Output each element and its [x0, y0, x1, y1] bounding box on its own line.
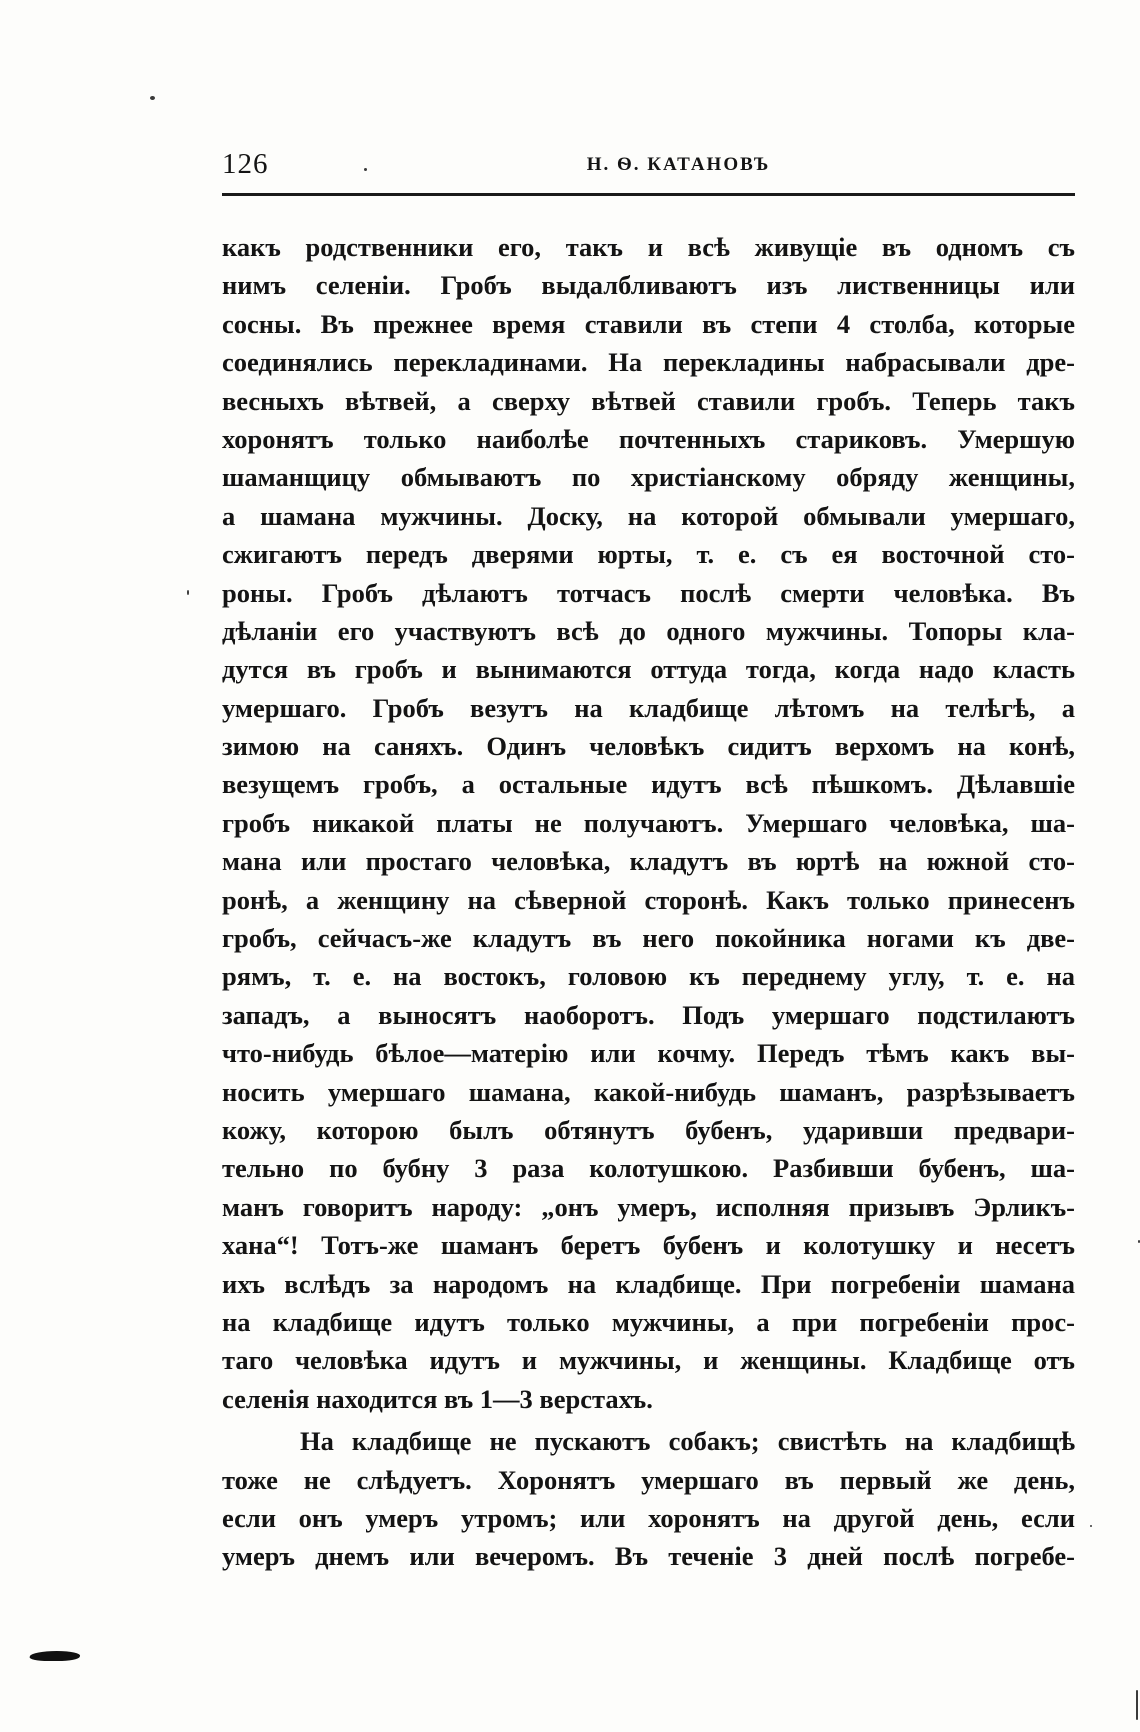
scan-speck — [364, 168, 367, 171]
text-line: зимою на саняхъ. Одинъ человѣкъ сидитъ верхомъ на конѣ, — [222, 731, 1075, 762]
text-line: умеръ днемъ или вечеромъ. Въ теченіе 3 дней послѣ погребе- — [222, 1541, 1075, 1572]
text-line: тоже не слѣдуетъ. Хоронятъ умершаго въ первый же день, — [222, 1464, 1075, 1495]
scan-speck — [187, 590, 189, 595]
running-head: Н. Ѳ. КАТАНОВЪ — [586, 154, 771, 175]
page-header — [222, 148, 1075, 188]
text-line: кожу, которою былъ обтянутъ бубенъ, ударивши предвари- — [222, 1114, 1075, 1145]
scan-speck — [150, 96, 155, 100]
text-line: умершаго. Гробъ везутъ на кладбище лѣтомъ на телѣгѣ, а — [222, 692, 1075, 723]
text-line: весныхъ вѣтвей, а сверху вѣтвей ставили гробъ. Теперь такъ — [222, 385, 1075, 416]
text-line: везущемъ гробъ, а остальные идутъ всѣ пѣшкомъ. Дѣлавшіе — [222, 769, 1075, 800]
text-line: гробъ, сейчасъ-же кладутъ въ него покойника ногами къ две- — [222, 923, 1075, 954]
text-line: дутся въ гробъ и вынимаются оттуда тогда, когда надо класть — [222, 654, 1075, 685]
text-line: хоронятъ только наиболѣе почтенныхъ стариковъ. Умершую — [222, 423, 1075, 454]
text-line: хана“! Тотъ-же шаманъ беретъ бубенъ и колотушку и несетъ — [222, 1230, 1075, 1261]
text-line: соединялись перекладинами. На перекладины набрасывали дре- — [222, 347, 1075, 378]
text-line: если онъ умеръ утромъ; или хоронятъ на другой день, если — [222, 1502, 1075, 1533]
scan-smudge — [28, 1651, 82, 1661]
text-line: что-нибудь бѣлое—матерію или кочму. Передъ тѣмъ какъ вы- — [222, 1038, 1075, 1069]
text-line: рямъ, т. е. на востокъ, головою къ переднему углу, т. е. на — [222, 961, 1075, 992]
header-rule — [222, 193, 1075, 196]
scan-speck — [1090, 1525, 1092, 1527]
text-line: ихъ вслѣдъ за народомъ на кладбище. При погребеніи шамана — [222, 1268, 1075, 1299]
text-line: нимъ селеніи. Гробъ выдалбливаютъ изъ лиственницы или — [222, 270, 1075, 301]
text-line: на кладбище идутъ только мужчины, а при погребеніи прос- — [222, 1306, 1075, 1337]
body-text — [222, 228, 1075, 1576]
text-line: таго человѣка идутъ и мужчины, и женщины. Кладбище отъ — [222, 1345, 1075, 1376]
text-line: какъ родственники его, такъ и всѣ живущіе въ одномъ съ — [222, 232, 1075, 262]
scan-speck — [1136, 1690, 1138, 1720]
text-line: селенія находится въ 1—3 верстахъ. — [222, 1383, 653, 1414]
text-line: мана или простаго человѣка, кладутъ въ юртѣ на южной сто- — [222, 846, 1075, 877]
text-line: западъ, а выносятъ наоборотъ. Подъ умершаго подстилаютъ — [222, 999, 1075, 1030]
text-line: дѣланіи его участвуютъ всѣ до одного мужчины. Топоры кла- — [222, 615, 1075, 646]
text-line: сжигаютъ передъ дверями юрты, т. е. съ ея восточной сто- — [222, 539, 1075, 570]
text-line: манъ говоритъ народу: „онъ умеръ, исполняя призывъ Эрликъ- — [222, 1191, 1075, 1222]
text-line: На кладбище не пускаютъ собакъ; свистѣть на кладбищѣ — [300, 1426, 1075, 1457]
text-line: ронѣ, а женщину на сѣверной сторонѣ. Какъ только принесенъ — [222, 884, 1075, 915]
text-line: сосны. Въ прежнее время ставили въ степи 4 столба, которые — [222, 308, 1075, 339]
text-line: гробъ никакой платы не получаютъ. Умершаго человѣка, ша- — [222, 807, 1075, 838]
text-line: шаманщицу обмываютъ по христіанскому обряду женщины, — [222, 462, 1075, 493]
page-number: 126 — [222, 148, 269, 180]
text-line: тельно по бубну 3 раза колотушкою. Разбивши бубенъ, ша- — [222, 1153, 1075, 1184]
text-line: а шамана мужчины. Доску, на которой обмывали умершаго, — [222, 500, 1075, 531]
text-line: роны. Гробъ дѣлаютъ тотчасъ послѣ смерти человѣка. Въ — [222, 577, 1075, 608]
text-line: носить умершаго шамана, какой-нибудь шаманъ, разрѣзываетъ — [222, 1076, 1075, 1107]
